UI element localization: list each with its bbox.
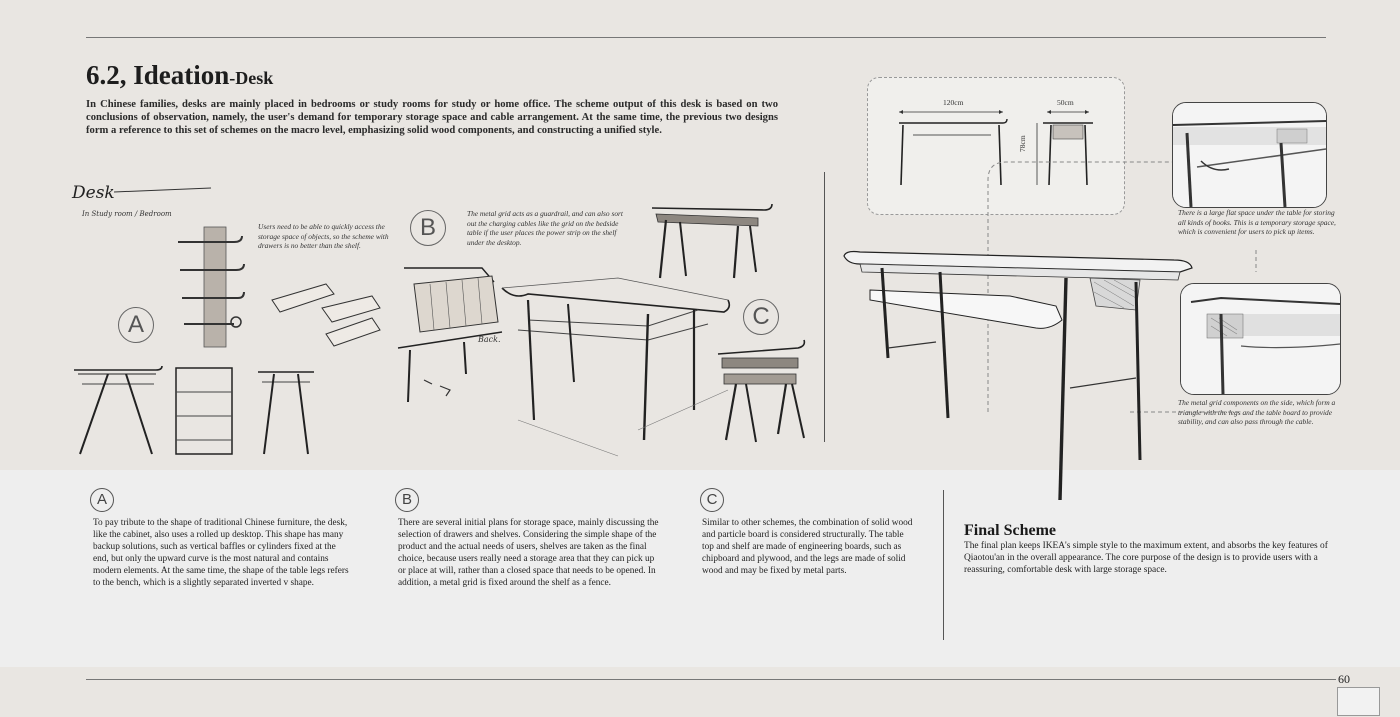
back-label: Back. [478, 335, 501, 344]
top-rule [86, 37, 1326, 38]
title-suffix: -Desk [229, 68, 274, 88]
final-scheme-text: The final plan keeps IKEA's simple style to the maximum extent, and absorbs the key features of Qiaotou'an in the overall appearance. The core purpose of the design is to provide users with a reassuring, comfortable desk with large storage space. [964, 541, 1328, 575]
handwriting-sub: In Study room / Bedroom [82, 210, 172, 218]
column-a-marker: A [90, 488, 114, 512]
footer-background [0, 667, 1400, 717]
sketch-perspective-desk [498, 270, 738, 460]
detail-photo-shelf [1172, 102, 1327, 208]
note-scheme-a: Users need to be able to quickly access the storage space of objects, so the scheme with drawers is no better than the shelf. [258, 222, 389, 250]
final-scheme-title: Final Scheme [964, 522, 1056, 539]
column-b-text: There are several initial plans for storage space, mainly discussing the selection of drawers and shelves. Considering the simple shape of the product and the actual needs of users, shelves are taken as the final choice, because users really need a storage area that they can pick up or place at will, rather than a closed space that needs to be opened. In addition, a metal grid is fixed around the shelf as a fence. [398, 518, 659, 588]
scheme-b-marker: B [410, 210, 446, 246]
column-c-marker: C [700, 488, 724, 512]
column-c-text: Similar to other schemes, the combination of solid wood and particle board is considered structurally. The table top and shelf are made of engineering boards, such as chipboard and plywood, and the legs are made of solid wood and may be fixed by metal parts. [702, 518, 913, 576]
sketch-scheme-a-views [68, 362, 318, 462]
column-a-text: To pay tribute to the shape of traditional Chinese furniture, the desk, like the cabinet, also uses a rolled up desktop. This shape has many backup solutions, such as vertical baffles or cylinders fixed at the end, but only the upward curve is the most natural and contains modern elements. At the same time, the shape of the table legs refers to the bench, which is a slightly separated inverted v shape. [93, 518, 349, 588]
scheme-c-marker: C [743, 299, 779, 335]
top-divider [824, 172, 825, 442]
note-grid: The metal grid components on the side, which form a triangle with the legs and the table board to provide stability, and can also pass through the cable. [1178, 398, 1336, 426]
dim-width-label: 120cm [943, 98, 964, 107]
dim-depth-label: 50cm [1057, 98, 1074, 107]
sketch-bench-c [712, 340, 812, 450]
page-number: 60 [1338, 672, 1350, 686]
detail-photo-grid [1180, 283, 1341, 395]
title-main: 6.2, Ideation [86, 60, 230, 90]
dim-height-label: 78cm [1018, 135, 1027, 152]
column-b-marker: B [395, 488, 419, 512]
handwriting-title: Desk [72, 183, 115, 203]
final-divider [943, 490, 944, 640]
sketch-shelf-wall [176, 222, 386, 362]
note-storage: There is a large flat space under the table for storing all kinds of books. This is a temporary storage space, which is convenient for users to pick up items. [1178, 208, 1336, 236]
handwritten-heading [66, 178, 216, 228]
intro-paragraph: In Chinese families, desks are mainly placed in bedrooms or study rooms for study or home office. The scheme output of this desk is based on two conclusions of observation, namely, the user's demand for temporary storage space and cable arrangement. At the same time, the previous two designs form a reference to this set of schemes on the macro level, emphasizing solid wood components, and constructing a unified style. [86, 99, 778, 136]
page-title [86, 60, 273, 91]
scheme-a-marker: A [118, 307, 154, 343]
page-number-box [1337, 687, 1380, 716]
bottom-rule [86, 679, 1336, 680]
final-desk-render [840, 238, 1200, 508]
note-scheme-b: The metal grid acts as a guardrail, and can also sort out the charging cables like the grid on the bedside table if the user places the power strip on the shelf under the desktop. [467, 209, 623, 247]
sketch-desk-c-top [646, 200, 776, 282]
sketch-grid-shelf [394, 262, 514, 412]
